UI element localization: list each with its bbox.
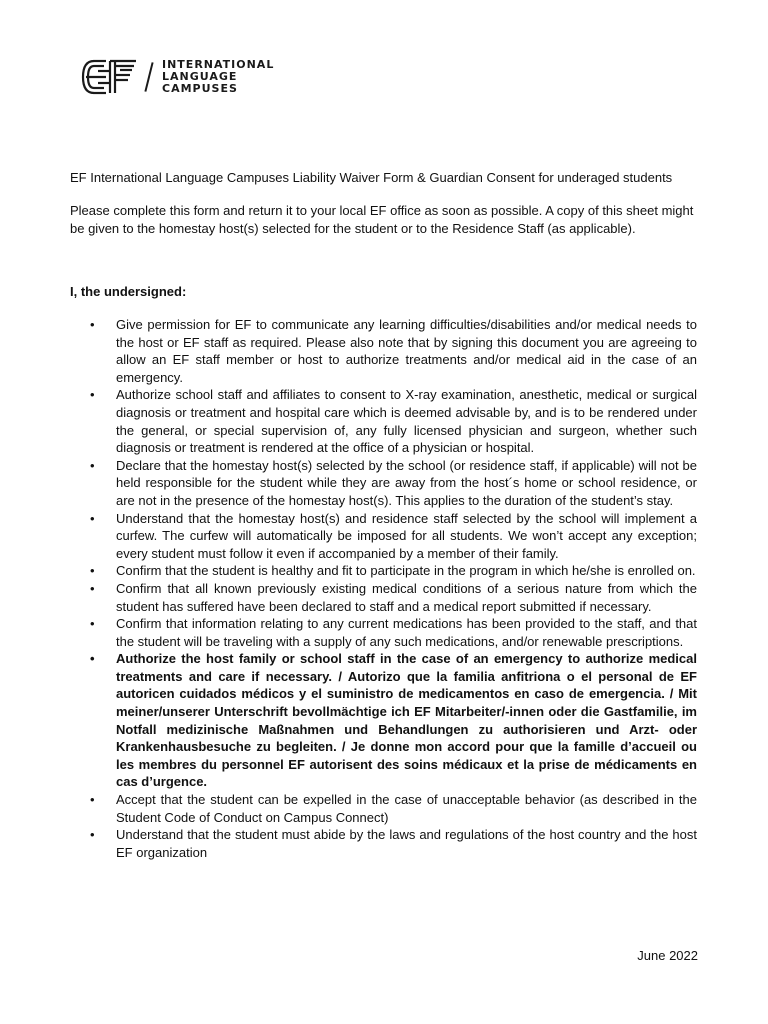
list-item-emergency-consent: • Authorize the host family or school staff in the case of an emergency to authorize medical treatments and care if necessary. / Autorizo que la familia anfitriona o el personal de EF autoricen cuidados médicos y el suministro de medicamentos en caso de emergencia. / Mit meiner/unserer Unterschrift bevollmächtige ich EF Mitarbeiter/-innen oder die Gastfamilie, im Notfall medizinische Maßnahmen und Behandlungen zu authorisieren und Arzt- oder Krankenhausbesuche zu begleiten. / Je donne mon accord pour que la famille d’accueil ou les membres du personnel EF autorisent des soins médicaux et la prise de médicaments en cas d’urgence. <box>70 650 697 791</box>
logo-wordmark <box>162 59 274 95</box>
undersigned-heading: I, the undersigned: <box>70 284 187 299</box>
document-title: EF International Language Campuses Liability Waiver Form & Guardian Consent for underaged students <box>70 170 673 185</box>
list-item: • Understand that the homestay host(s) and residence staff selected by the school will implement a curfew. The curfew will automatically be imposed for all students. We won’t accept any exception; every student must follow it even if accompanied by a member of their family. <box>70 510 697 563</box>
logo-line-language: LANGUAGE <box>162 70 238 83</box>
list-item: • Declare that the homestay host(s) selected by the school (or residence staff, if applicable) will not be held responsible for the student while they are away from the host´s home or school residence, or are not in the presence of the homestay host(s). This applies to the duration of the student’s stay. <box>70 457 697 510</box>
list-item: • Confirm that the student is healthy and fit to participate in the program in which he/she is enrolled on. <box>70 562 697 580</box>
ef-logo-mark <box>80 58 138 96</box>
ef-logo <box>80 58 274 96</box>
ef-mark-graphic <box>80 58 138 96</box>
logo-divider <box>144 62 153 92</box>
list-item: • Confirm that all known previously existing medical conditions of a serious nature from which the student has suffered have been declared to staff and a medical report submitted if necessary. <box>70 580 697 615</box>
document-date: June 2022 <box>637 948 698 963</box>
intro-paragraph: Please complete this form and return it to your local EF office as soon as possible. A copy of this sheet might be given to the homestay host(s) selected for the student or to the Residence Staff (as applicable). <box>70 203 694 236</box>
logo-line-international: INTERNATIONAL <box>162 58 275 71</box>
list-item: • Understand that the student must abide by the laws and regulations of the host country and the host EF organization <box>70 826 697 861</box>
list-item: • Authorize school staff and affiliates to consent to X-ray examination, anesthetic, medical or surgical diagnosis or treatment and hospital care which is deemed advisable by, and is to be rendered under the general, or special supervision of, any fully licensed physician and surgeon, whether such diagnosis or treatment is rendered at the office of a physician or hospital. <box>70 386 697 456</box>
logo-line-campuses: CAMPUSES <box>162 82 238 95</box>
list-item: • Accept that the student can be expelled in the case of unacceptable behavior (as described in the Student Code of Conduct on Campus Connect) <box>70 791 697 826</box>
list-item: • Give permission for EF to communicate any learning difficulties/disabilities and/or medical needs to the host or EF staff as required. Please also note that by signing this document you are agreeing to allow an EF staff member or host to authorize treatments and/or medical aid in the case of an emergency. <box>70 316 697 386</box>
list-item: • Confirm that information relating to any current medications has been provided to the staff, and that the student will be traveling with a supply of any such medications, and/or renewable prescriptions. <box>70 615 697 650</box>
consent-list <box>70 316 697 861</box>
